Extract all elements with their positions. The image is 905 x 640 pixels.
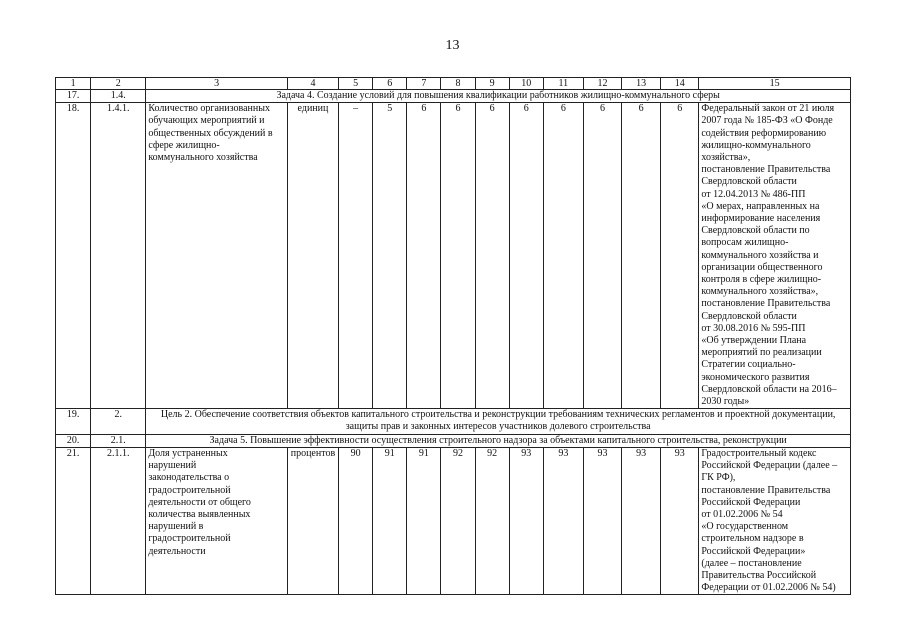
value-cell: 6 — [441, 103, 475, 409]
value-cell: 90 — [339, 447, 373, 594]
row-code: 2.1.1. — [91, 447, 146, 594]
indicator-name: Количество организованных обучающих мероприятий и общественных обсуждений в сфере жилищно- коммунального хозяйства — [146, 103, 288, 409]
task-title: Задача 4. Создание условий для повышения квалификации работников жилищно-коммунального сферы — [146, 90, 851, 103]
row-code: 2. — [91, 409, 146, 434]
header-cell: 2 — [91, 78, 146, 90]
header-cell: 13 — [622, 78, 661, 90]
header-cell: 4 — [287, 78, 338, 90]
value-cell: 6 — [583, 103, 621, 409]
indicators-table — [55, 77, 851, 595]
value-cell: 91 — [373, 447, 407, 594]
task-title: Задача 5. Повышение эффективности осуществления строительного надзора за объектами капитального строительства, реконструкции — [146, 434, 851, 447]
task4-row — [56, 90, 851, 103]
header-cell: 8 — [441, 78, 475, 90]
task5-row — [56, 434, 851, 447]
goal-row — [56, 409, 851, 434]
value-cell: 93 — [661, 447, 699, 594]
header-cell: 15 — [699, 78, 851, 90]
header-cell: 12 — [583, 78, 621, 90]
legal-source: Федеральный закон от 21 июля 2007 года № 185-ФЗ «О Фонде содействия реформированию жилищно-коммунального хозяйства», постановление Правительства Свердловской области от 12.04.2013 № 486-ПП «О мерах, направленных на информирование населения Свердловской области по вопросам жилищно- коммунального хозяйства и организации общественного контроля в сфере жилищно- коммунального хозяйства», постановление Правительства Свердловской области от 30.08.2016 № 595-ПП «Об утверждении Плана мероприятий по реализации Стратегии социально- экономического развития Свердловской области на 2016– 2030 годы» — [699, 103, 851, 409]
row-code: 1.4.1. — [91, 103, 146, 409]
header-cell: 6 — [373, 78, 407, 90]
header-cell: 1 — [56, 78, 91, 90]
value-cell: 5 — [373, 103, 407, 409]
value-cell: 92 — [441, 447, 475, 594]
row-number: 17. — [56, 90, 91, 103]
row-code: 2.1. — [91, 434, 146, 447]
goal-title: Цель 2. Обеспечение соответствия объектов капитального строительства и реконструкции требованиям технических регламентов и проектной документации, защиты прав и законных интересов участников долевого строительства — [146, 409, 851, 434]
value-cell: 93 — [583, 447, 621, 594]
value-cell: 6 — [407, 103, 441, 409]
row-number: 19. — [56, 409, 91, 434]
header-cell: 7 — [407, 78, 441, 90]
unit: единиц — [287, 103, 338, 409]
value-cell: 6 — [509, 103, 543, 409]
indicator-name: Доля устраненных нарушений законодательства о градостроительной деятельности от общего количества выявленных нарушений в градостроительной деятельности — [146, 447, 288, 594]
unit: процентов — [287, 447, 338, 594]
header-cell: 3 — [146, 78, 288, 90]
value-cell: 6 — [543, 103, 583, 409]
value-cell: 93 — [509, 447, 543, 594]
header-row — [56, 78, 851, 90]
legal-source: Градостроительный кодекс Российской Федерации (далее – ГК РФ), постановление Правительства Российской Федерации от 01.02.2006 № 54 «О государственном строительном надзоре в Российской Федерации» (далее – постановление Правительства Российской Федерации от 01.02.2006 № 54) — [699, 447, 851, 594]
value-cell: 93 — [543, 447, 583, 594]
indicator-row — [56, 447, 851, 594]
value-cell: – — [339, 103, 373, 409]
value-cell: 92 — [475, 447, 509, 594]
header-cell: 11 — [543, 78, 583, 90]
value-cell: 93 — [622, 447, 661, 594]
indicator-row — [56, 103, 851, 409]
value-cell: 6 — [475, 103, 509, 409]
value-cell: 6 — [622, 103, 661, 409]
row-code: 1.4. — [91, 90, 146, 103]
value-cell: 6 — [661, 103, 699, 409]
page-number: 13 — [445, 38, 460, 53]
header-cell: 10 — [509, 78, 543, 90]
header-cell: 9 — [475, 78, 509, 90]
value-cell: 91 — [407, 447, 441, 594]
row-number: 21. — [56, 447, 91, 594]
header-cell: 14 — [661, 78, 699, 90]
row-number: 20. — [56, 434, 91, 447]
header-cell: 5 — [339, 78, 373, 90]
row-number: 18. — [56, 103, 91, 409]
